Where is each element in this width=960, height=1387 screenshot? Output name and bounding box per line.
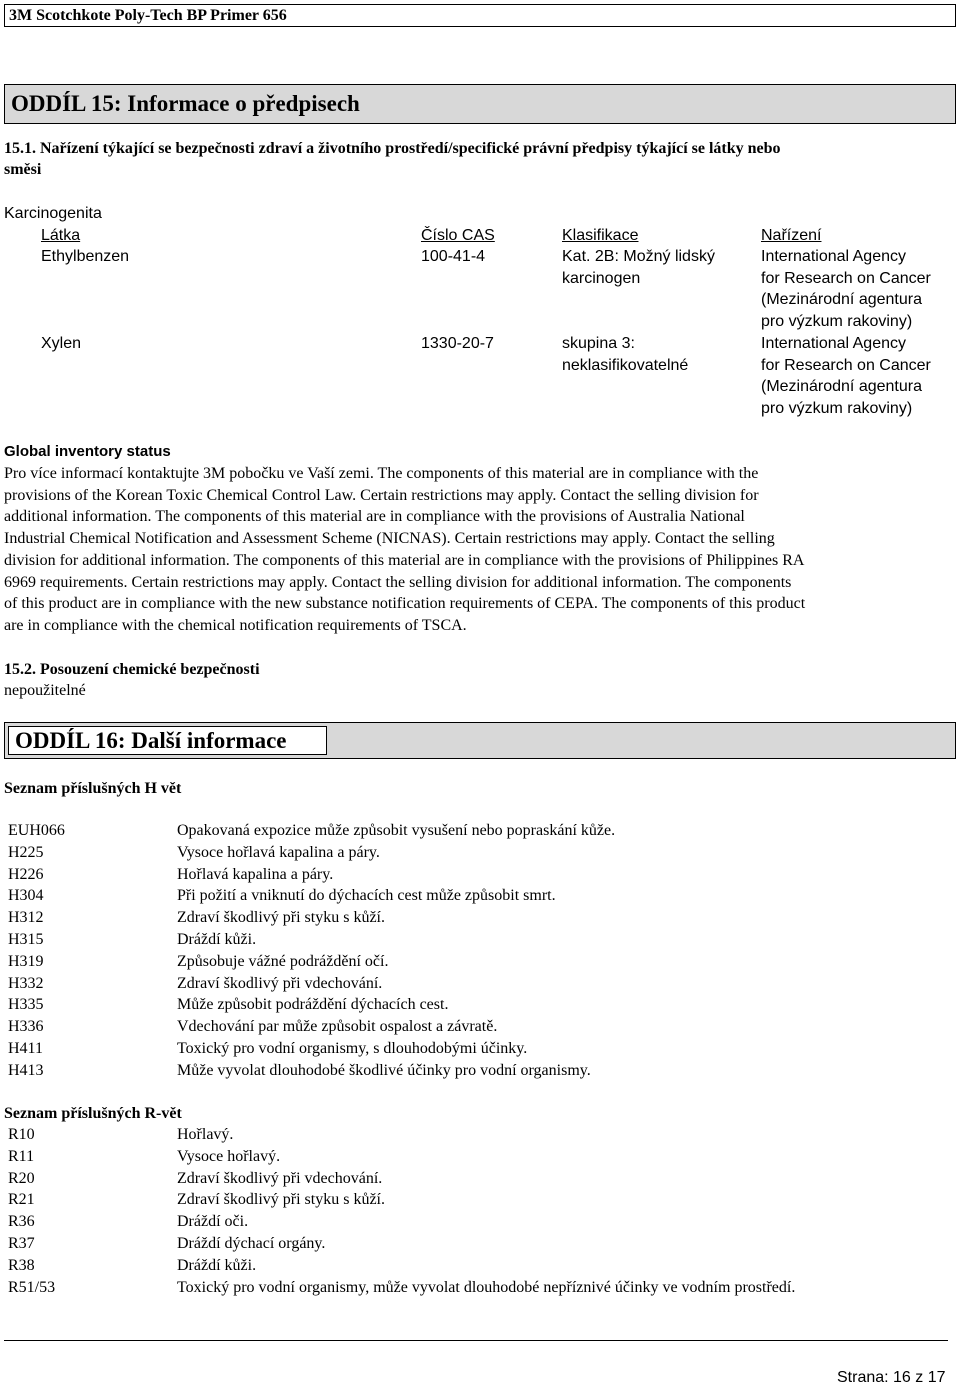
section-16-title: ODDÍL 16: Další informace	[15, 728, 287, 753]
h-statement-code: H336	[8, 1018, 44, 1036]
h-statement-code: H315	[8, 931, 44, 948]
carcinogen-regulation-line: International Agency	[761, 335, 906, 352]
r-phrase-text: Toxický pro vodní organismy, může vyvolat dlouhodobé nepříznivé účinky ve vodním prostředí.	[177, 1278, 796, 1296]
list-item	[0, 822, 960, 843]
inventory-line: division for additional information. The components of this material are in compliance with the provisions of Philippines RA	[4, 551, 805, 569]
r-phrase-code: R10	[8, 1126, 35, 1143]
carcinogen-regulation-line: International Agency	[761, 248, 906, 265]
r-phrase-code: R11	[8, 1147, 35, 1165]
h-statement-text: Vdechování par může způsobit ospalost a závratě.	[177, 1018, 498, 1036]
list-item	[0, 1279, 960, 1300]
list-item	[0, 975, 960, 996]
r-phrase-code: R20	[8, 1169, 35, 1187]
section-16-title-box	[8, 726, 327, 755]
h-statement-text: Hořlavá kapalina a páry.	[177, 865, 334, 883]
carcinogen-substance: Xylen	[41, 335, 82, 352]
carcinogen-classification-line: Kat. 2B: Možný lidský	[562, 248, 715, 265]
list-item	[0, 1126, 960, 1147]
list-item	[0, 1148, 960, 1169]
carcinogen-regulation-line: pro výzkum rakoviny)	[761, 313, 913, 330]
r-phrase-code: R36	[8, 1213, 35, 1231]
r-phrase-text: Zdraví škodlivý při styku s kůží.	[177, 1191, 385, 1209]
h-statement-code: H304	[8, 887, 44, 905]
r-phrase-code: R38	[8, 1256, 35, 1274]
carcinogen-cas: 100-41-4	[421, 248, 486, 265]
list-item	[0, 996, 960, 1017]
list-item	[0, 1191, 960, 1212]
h-statement-code: H225	[8, 843, 44, 861]
r-phrase-code: R51/53	[8, 1278, 56, 1296]
h-statement-text: Způsobuje vážné podráždění očí.	[177, 952, 389, 970]
carcinogen-regulation-line: (Mezinárodní agentura	[761, 291, 922, 308]
carcinogen-classification-line: karcinogen	[562, 270, 641, 287]
list-item	[0, 953, 960, 974]
list-item	[0, 1040, 960, 1061]
subsection-15-2-title: 15.2. Posouzení chemické bezpečnosti	[4, 661, 260, 678]
list-item	[0, 1257, 960, 1278]
h-statement-code: H335	[8, 996, 44, 1014]
page-number: Strana: 16 z 17	[837, 1369, 946, 1386]
carcinogen-regulation-line: for Research on Cancer	[761, 357, 931, 374]
section-15-title: ODDÍL 15: Informace o předpisech	[11, 91, 360, 116]
r-phrase-text: Dráždí oči.	[177, 1213, 249, 1231]
column-header-cas: Číslo CAS	[421, 227, 495, 244]
inventory-line: additional information. The components of this material are in compliance with the provisions of Australia National	[4, 508, 745, 526]
carcinogen-substance: Ethylbenzen	[41, 248, 130, 265]
h-statement-code: H413	[8, 1061, 44, 1079]
list-item	[0, 844, 960, 865]
list-item	[0, 1062, 960, 1083]
r-phrase-text: Vysoce hořlavý.	[177, 1147, 281, 1165]
footer-divider	[4, 1340, 948, 1341]
column-header-substance: Látka	[41, 227, 81, 244]
list-item	[0, 887, 960, 908]
list-item	[0, 866, 960, 887]
product-title: 3M Scotchkote Poly-Tech BP Primer 656	[9, 7, 287, 24]
h-statements-heading: Seznam příslušných H vět	[4, 780, 182, 797]
h-statement-code: H332	[8, 974, 44, 992]
h-statement-text: Dráždí kůži.	[177, 931, 257, 948]
inventory-line: provisions of the Korean Toxic Chemical Control Law. Certain restrictions may apply. Contact the selling division for	[4, 486, 759, 504]
inventory-paragraph	[4, 463, 959, 637]
inventory-line: Industrial Chemical Notification and Assessment Scheme (NICNAS). Certain restrictions may apply. Contact the selling	[4, 530, 775, 548]
carcinogen-classification-line: skupina 3:	[562, 335, 635, 352]
carcinogens-heading: Karcinogenita	[4, 205, 102, 222]
inventory-line: are in compliance with the chemical notification requirements of TSCA.	[4, 616, 467, 634]
document-header	[4, 4, 956, 27]
list-item	[0, 1213, 960, 1234]
h-statement-code: H411	[8, 1040, 43, 1057]
list-item	[0, 1018, 960, 1039]
section-15-header	[4, 84, 956, 124]
h-statement-code: H226	[8, 865, 44, 883]
h-statement-code: H312	[8, 909, 44, 927]
h-statement-text: Toxický pro vodní organismy, s dlouhodobými účinky.	[177, 1040, 528, 1057]
h-statement-text: Opakovaná expozice může způsobit vysušení nebo popraskání kůže.	[177, 822, 616, 839]
h-statement-text: Zdraví škodlivý při styku s kůží.	[177, 909, 385, 927]
section-16-header	[4, 722, 956, 759]
column-header-classification: Klasifikace	[562, 227, 639, 244]
h-statement-text: Může vyvolat dlouhodobé škodlivé účinky pro vodní organismy.	[177, 1061, 591, 1079]
r-phrase-code: R21	[8, 1191, 35, 1209]
r-phrase-text: Hořlavý.	[177, 1126, 234, 1143]
carcinogen-classification-line: neklasifikovatelné	[562, 357, 689, 374]
subsection-15-1-title-line2: směsi	[4, 161, 42, 178]
r-phrases-heading: Seznam příslušných R-vět	[4, 1105, 182, 1122]
h-statement-text: Může způsobit podráždění dýchacích cest.	[177, 996, 449, 1014]
subsection-15-2-value: nepoužitelné	[4, 682, 86, 699]
r-phrase-code: R37	[8, 1235, 35, 1252]
inventory-line: 6969 requirements. Certain restrictions may apply. Contact the selling division for additional information. The components	[4, 573, 792, 591]
list-item	[0, 1170, 960, 1191]
carcinogen-cas: 1330-20-7	[421, 335, 494, 352]
r-phrase-text: Dráždí dýchací orgány.	[177, 1235, 326, 1252]
inventory-line: Pro více informací kontaktujte 3M pobočku ve Vaší zemi. The components of this material are in compliance with the	[4, 465, 759, 482]
h-statement-text: Vysoce hořlavá kapalina a páry.	[177, 843, 380, 861]
column-header-regulation: Nařízení	[761, 227, 822, 244]
subsection-15-1-title-line1: 15.1. Nařízení týkající se bezpečnosti zdraví a životního prostředí/specifické právní předpisy týkající se látky nebo	[4, 140, 781, 157]
list-item	[0, 909, 960, 930]
inventory-line: of this product are in compliance with the new substance notification requirements of CEPA. The components of this product	[4, 595, 806, 613]
list-item	[0, 931, 960, 952]
carcinogen-regulation-line: (Mezinárodní agentura	[761, 378, 922, 395]
r-phrase-text: Dráždí kůži.	[177, 1256, 257, 1274]
h-statement-code: H319	[8, 952, 44, 970]
carcinogen-regulation-line: pro výzkum rakoviny)	[761, 400, 913, 417]
carcinogen-regulation-line: for Research on Cancer	[761, 270, 931, 287]
h-statement-text: Při požití a vniknutí do dýchacích cest může způsobit smrt.	[177, 887, 556, 905]
r-phrase-text: Zdraví škodlivý při vdechování.	[177, 1169, 383, 1187]
inventory-heading: Global inventory status	[4, 443, 171, 460]
h-statement-code: EUH066	[8, 822, 65, 839]
list-item	[0, 1235, 960, 1256]
h-statement-text: Zdraví škodlivý při vdechování.	[177, 974, 383, 992]
